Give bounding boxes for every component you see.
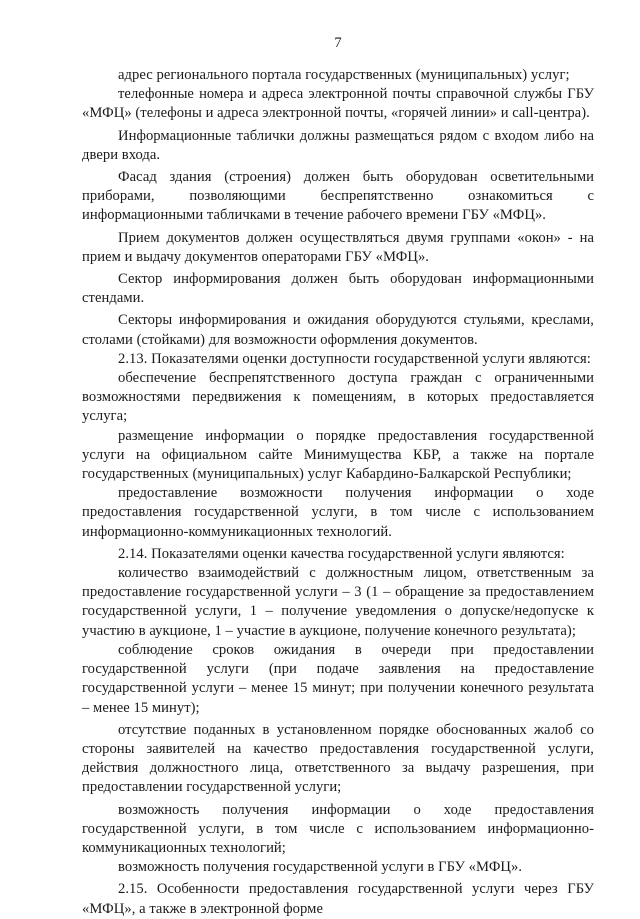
paragraph-section-2-14: 2.14. Показателями оценки качества государственной услуги являются: [118, 545, 565, 562]
paragraph-waiting-times: соблюдение сроков ожидания в очереди при предоставлении государственной услуги (при подаче заявления на предоставление государственной услуги – менее 15 минут; при получении конечного результата – менее 15 минут); [82, 641, 594, 716]
paragraph-facade: Фасад здания (строения) должен быть оборудован осветительными приборами, позволяющими беспрепятственно ознакомиться с информационными табличками в течение рабочего времени ГБУ «МФЦ». [82, 169, 594, 224]
document-page [82, 34, 594, 919]
page-number: 7 [334, 35, 342, 51]
paragraph-interactions-count: количество взаимодействий с должностным лицом, ответственным за предоставление государственной услуги – 3 (1 – обращение за предоставлением государственной услуги, 1 – получение уведомления о допуске/недопуске к участию в аукционе, 1 – участие в аукционе, получение конечного результата); [82, 565, 594, 639]
paragraph-info-possibility: предоставление возможности получения информации о ходе предоставления государственной услуги, в том числе с использованием информационно-коммуникационных технологий. [82, 485, 594, 540]
paragraph-phone-numbers: телефонные номера и адреса электронной почты справочной службы ГБУ «МФЦ» (телефоны и адреса электронной почты, «горячей линии» и call-центра). [82, 86, 594, 122]
paragraph-section-2-15: 2.15. Особенности предоставления государственной услуги через ГБУ «МФЦ», а также в электронной форме [82, 881, 594, 917]
paragraph-no-complaints: отсутствие поданных в установленном порядке обоснованных жалоб со стороны заявителей на качество предоставления государственной услуги, действия должностного лица, ответственного за выдачу разрешения, при предоставлении государственной услуги; [82, 721, 594, 796]
paragraph-accessibility: обеспечение беспрепятственного доступа граждан с ограниченными возможностями передвижения к помещениям, в которых предоставляется услуга; [82, 370, 594, 425]
paragraph-waiting-sectors: Секторы информирования и ожидания оборудуются стульями, креслами, столами (стойками) для возможности оформления документов. [82, 312, 594, 348]
paragraph-portal-address: адрес регионального портала государственных (муниципальных) услуг; [118, 67, 570, 83]
paragraph-info-placement: размещение информации о порядке предоставления государственной услуги на официальном сайте Минимущества КБР, а также на портале государственных (муниципальных) услуг Кабардино-Балкарской Республики; [82, 427, 594, 483]
paragraph-info-plates: Информационные таблички должны размещаться рядом с входом либо на двери входа. [82, 127, 594, 163]
paragraph-section-2-13: 2.13. Показателями оценки доступности государственной услуги являются: [118, 350, 591, 367]
paragraph-progress-info: возможность получения информации о ходе предоставления государственной услуги, в том числе с использованием информационно-коммуникационных технологий; [82, 801, 594, 856]
paragraph-document-reception: Прием документов должен осуществляться двумя группами «окон» - на прием и выдачу документов операторами ГБУ «МФЦ». [82, 229, 594, 265]
paragraph-info-sector: Сектор информирования должен быть оборудован информационными стендами. [82, 271, 594, 307]
paragraph-mfc-service: возможность получения государственной услуги в ГБУ «МФЦ». [118, 859, 523, 876]
